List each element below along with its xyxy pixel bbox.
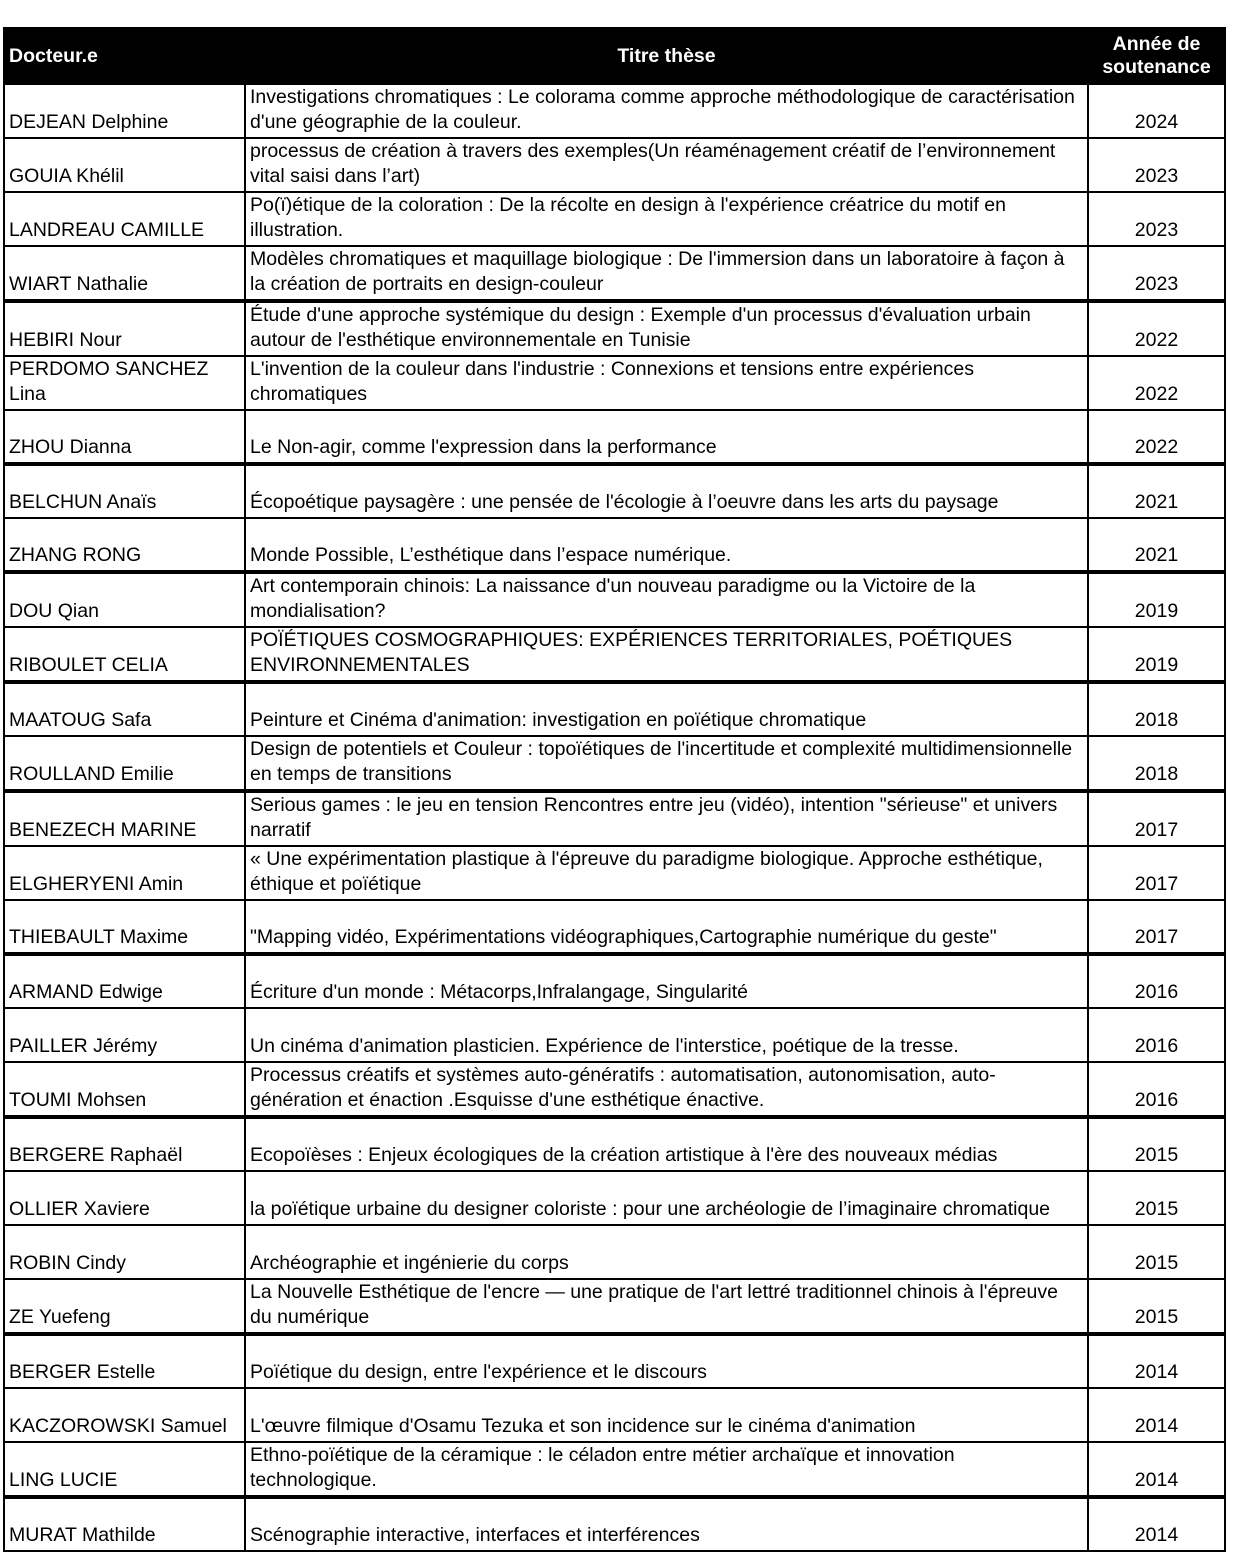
table-row	[4, 1497, 1225, 1551]
defense-year-cell: 2015	[1088, 1117, 1225, 1171]
table-row	[4, 410, 1225, 464]
doctor-name-cell: GOUIA Khélil	[4, 138, 245, 192]
thesis-title-cell: POÏÉTIQUES COSMOGRAPHIQUES: EXPÉRIENCES TERRITORIALES, POÉTIQUES ENVIRONNEMENTALES	[245, 627, 1088, 682]
table-row	[4, 736, 1225, 791]
table-row	[4, 246, 1225, 301]
doctor-name-cell: ELGHERYENI Amin	[4, 846, 245, 900]
defense-year-cell: 2022	[1088, 356, 1225, 410]
defense-year-cell: 2015	[1088, 1171, 1225, 1225]
defense-year-cell: 2016	[1088, 1062, 1225, 1117]
thesis-title-cell: L'œuvre filmique d'Osamu Tezuka et son incidence sur le cinéma d'animation	[245, 1388, 1088, 1442]
thesis-title-cell: Peinture et Cinéma d'animation: investigation en poïétique chromatique	[245, 682, 1088, 736]
defense-year-cell: 2017	[1088, 791, 1225, 846]
table-row	[4, 1062, 1225, 1117]
thesis-table-container	[3, 27, 1224, 1552]
doctor-name-cell: RIBOULET CELIA	[4, 627, 245, 682]
defense-year-cell: 2016	[1088, 954, 1225, 1008]
column-header-doctor: Docteur.e	[4, 28, 245, 84]
thesis-title-cell: Po(ï)étique de la coloration : De la récolte en design à l'expérience créatrice du motif en illustration.	[245, 192, 1088, 246]
table-body	[4, 84, 1225, 1551]
table-row	[4, 682, 1225, 736]
thesis-title-cell: Monde Possible, L’esthétique dans l’espace numérique.	[245, 518, 1088, 572]
table-row	[4, 84, 1225, 138]
doctor-name-cell: MURAT Mathilde	[4, 1497, 245, 1551]
thesis-table	[3, 27, 1226, 1552]
table-row	[4, 1279, 1225, 1334]
doctor-name-cell: BENEZECH MARINE	[4, 791, 245, 846]
table-row	[4, 1442, 1225, 1497]
doctor-name-cell: ARMAND Edwige	[4, 954, 245, 1008]
defense-year-cell: 2014	[1088, 1388, 1225, 1442]
doctor-name-cell: DEJEAN Delphine	[4, 84, 245, 138]
thesis-title-cell: Étude d'une approche systémique du design : Exemple d'un processus d'évaluation urbain autour de l'esthétique environnementale en Tunisie	[245, 301, 1088, 356]
table-row	[4, 791, 1225, 846]
doctor-name-cell: ROBIN Cindy	[4, 1225, 245, 1279]
doctor-name-cell: BERGERE Raphaël	[4, 1117, 245, 1171]
thesis-title-cell: « Une expérimentation plastique à l'épreuve du paradigme biologique. Approche esthétique, éthique et poïétique	[245, 846, 1088, 900]
doctor-name-cell: MAATOUG Safa	[4, 682, 245, 736]
defense-year-cell: 2022	[1088, 301, 1225, 356]
table-row	[4, 1388, 1225, 1442]
table-row	[4, 846, 1225, 900]
table-row	[4, 900, 1225, 954]
thesis-title-cell: Art contemporain chinois: La naissance d'un nouveau paradigme ou la Victoire de la mondialisation?	[245, 572, 1088, 627]
table-row	[4, 627, 1225, 682]
defense-year-cell: 2015	[1088, 1279, 1225, 1334]
doctor-name-cell: BELCHUN Anaïs	[4, 464, 245, 518]
table-row	[4, 1117, 1225, 1171]
thesis-title-cell: L'invention de la couleur dans l'industrie : Connexions et tensions entre expériences chromatiques	[245, 356, 1088, 410]
thesis-title-cell: Écriture d'un monde : Métacorps,Infralangage, Singularité	[245, 954, 1088, 1008]
defense-year-cell: 2022	[1088, 410, 1225, 464]
doctor-name-cell: ZHANG RONG	[4, 518, 245, 572]
thesis-title-cell: Le Non-agir, comme l'expression dans la performance	[245, 410, 1088, 464]
table-row	[4, 1225, 1225, 1279]
defense-year-cell: 2015	[1088, 1225, 1225, 1279]
doctor-name-cell: HEBIRI Nour	[4, 301, 245, 356]
thesis-title-cell: La Nouvelle Esthétique de l'encre — une pratique de l'art lettré traditionnel chinois à l'épreuve du numérique	[245, 1279, 1088, 1334]
defense-year-cell: 2023	[1088, 138, 1225, 192]
doctor-name-cell: LANDREAU CAMILLE	[4, 192, 245, 246]
doctor-name-cell: ZE Yuefeng	[4, 1279, 245, 1334]
column-header-title: Titre thèse	[245, 28, 1088, 84]
doctor-name-cell: TOUMI Mohsen	[4, 1062, 245, 1117]
doctor-name-cell: ROULLAND Emilie	[4, 736, 245, 791]
doctor-name-cell: PAILLER Jérémy	[4, 1008, 245, 1062]
thesis-title-cell: Écopoétique paysagère : une pensée de l'écologie à l’oeuvre dans les arts du paysage	[245, 464, 1088, 518]
doctor-name-cell: BERGER Estelle	[4, 1334, 245, 1388]
table-row	[4, 1334, 1225, 1388]
doctor-name-cell: LING LUCIE	[4, 1442, 245, 1497]
table-row	[4, 192, 1225, 246]
table-row	[4, 356, 1225, 410]
thesis-title-cell: Scénographie interactive, interfaces et interférences	[245, 1497, 1088, 1551]
defense-year-cell: 2014	[1088, 1334, 1225, 1388]
doctor-name-cell: WIART Nathalie	[4, 246, 245, 301]
table-row	[4, 1008, 1225, 1062]
defense-year-cell: 2021	[1088, 518, 1225, 572]
thesis-title-cell: Modèles chromatiques et maquillage biologique : De l'immersion dans un laboratoire à façon à la création de portraits en design-couleur	[245, 246, 1088, 301]
thesis-title-cell: Un cinéma d'animation plasticien. Expérience de l'interstice, poétique de la tresse.	[245, 1008, 1088, 1062]
defense-year-cell: 2023	[1088, 192, 1225, 246]
thesis-title-cell: Processus créatifs et systèmes auto-génératifs : automatisation, autonomisation, auto-génération et énaction .Esquisse d'une esthétique énactive.	[245, 1062, 1088, 1117]
defense-year-cell: 2014	[1088, 1442, 1225, 1497]
thesis-title-cell: processus de création à travers des exemples(Un réaménagement créatif de l’environnement vital saisi dans l’art)	[245, 138, 1088, 192]
thesis-title-cell: "Mapping vidéo, Expérimentations vidéographiques,Cartographie numérique du geste"	[245, 900, 1088, 954]
defense-year-cell: 2023	[1088, 246, 1225, 301]
doctor-name-cell: OLLIER Xaviere	[4, 1171, 245, 1225]
thesis-title-cell: Archéographie et ingénierie du corps	[245, 1225, 1088, 1279]
table-row	[4, 1171, 1225, 1225]
table-row	[4, 572, 1225, 627]
defense-year-cell: 2021	[1088, 464, 1225, 518]
thesis-title-cell: Serious games : le jeu en tension Rencontres entre jeu (vidéo), intention "sérieuse" et univers narratif	[245, 791, 1088, 846]
defense-year-cell: 2018	[1088, 682, 1225, 736]
thesis-title-cell: Investigations chromatiques : Le colorama comme approche méthodologique de caractérisation d'une géographie de la couleur.	[245, 84, 1088, 138]
defense-year-cell: 2014	[1088, 1497, 1225, 1551]
thesis-title-cell: Design de potentiels et Couleur : topoïétiques de l'incertitude et complexité multidimensionnelle en temps de transitions	[245, 736, 1088, 791]
thesis-title-cell: Ethno-poïétique de la céramique : le céladon entre métier archaïque et innovation technologique.	[245, 1442, 1088, 1497]
defense-year-cell: 2017	[1088, 846, 1225, 900]
defense-year-cell: 2018	[1088, 736, 1225, 791]
table-row	[4, 138, 1225, 192]
table-row	[4, 464, 1225, 518]
defense-year-cell: 2019	[1088, 627, 1225, 682]
column-header-year: Année de soutenance	[1088, 28, 1225, 84]
table-row	[4, 301, 1225, 356]
thesis-title-cell: Poïétique du design, entre l'expérience et le discours	[245, 1334, 1088, 1388]
defense-year-cell: 2024	[1088, 84, 1225, 138]
defense-year-cell: 2017	[1088, 900, 1225, 954]
doctor-name-cell: PERDOMO SANCHEZ Lina	[4, 356, 245, 410]
defense-year-cell: 2019	[1088, 572, 1225, 627]
thesis-title-cell: Ecopoïèses : Enjeux écologiques de la création artistique à l'ère des nouveaux médias	[245, 1117, 1088, 1171]
table-row	[4, 518, 1225, 572]
thesis-title-cell: la poïétique urbaine du designer coloriste : pour une archéologie de l’imaginaire chromatique	[245, 1171, 1088, 1225]
doctor-name-cell: ZHOU Dianna	[4, 410, 245, 464]
doctor-name-cell: THIEBAULT Maxime	[4, 900, 245, 954]
table-row	[4, 954, 1225, 1008]
table-header-row	[4, 28, 1225, 84]
doctor-name-cell: KACZOROWSKI Samuel	[4, 1388, 245, 1442]
defense-year-cell: 2016	[1088, 1008, 1225, 1062]
doctor-name-cell: DOU Qian	[4, 572, 245, 627]
